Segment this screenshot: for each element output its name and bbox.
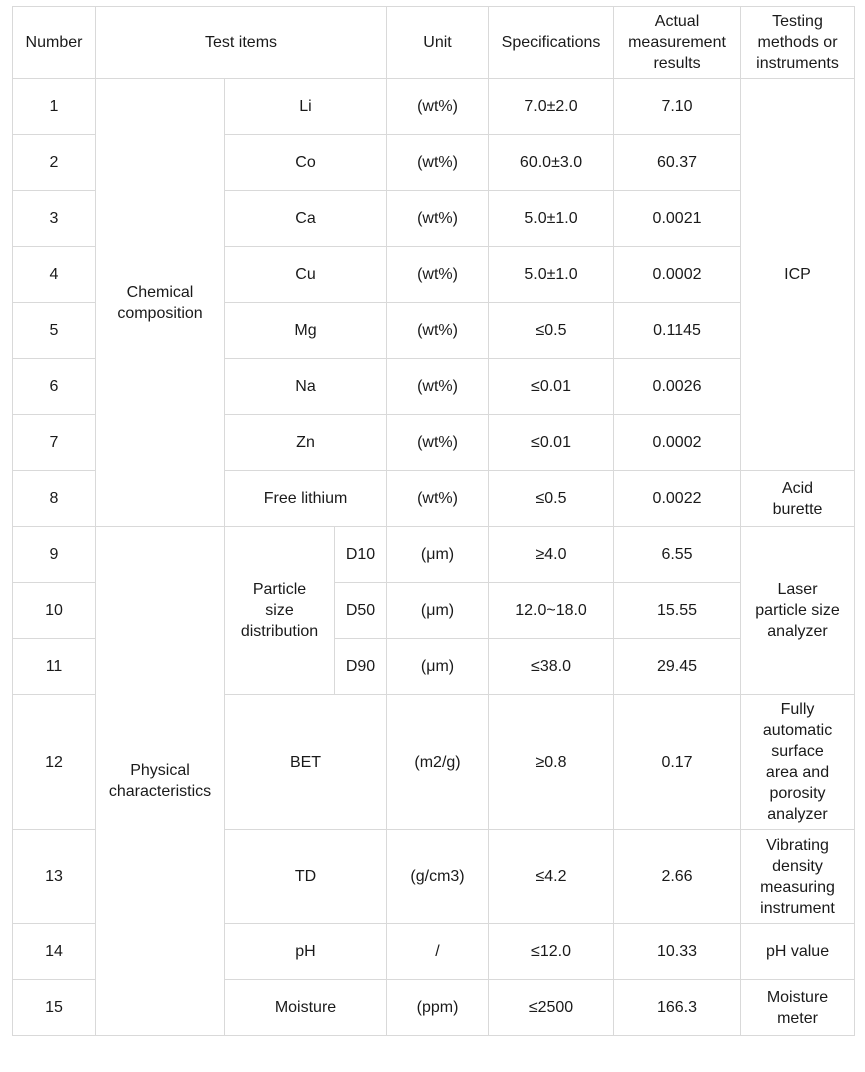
- row-number: 14: [13, 924, 96, 980]
- spec-cell: 7.0±2.0: [489, 79, 614, 135]
- header-specifications: Specifications: [489, 7, 614, 79]
- method-bet-analyzer: Fully automatic surface area and porosity analyzer: [741, 695, 855, 830]
- spec-table-container: [12, 6, 855, 1036]
- spec-cell: 5.0±1.0: [489, 247, 614, 303]
- unit-cell: (wt%): [387, 303, 489, 359]
- test-item: Zn: [225, 415, 387, 471]
- unit-cell: (ppm): [387, 980, 489, 1036]
- row-number: 11: [13, 639, 96, 695]
- unit-cell: (wt%): [387, 415, 489, 471]
- row-number: 12: [13, 695, 96, 830]
- row-number: 15: [13, 980, 96, 1036]
- test-item: D50: [335, 583, 387, 639]
- test-item: Ca: [225, 191, 387, 247]
- unit-cell: (m2/g): [387, 695, 489, 830]
- header-testing-methods: Testing methods or instruments: [741, 7, 855, 79]
- actual-cell: 0.0026: [614, 359, 741, 415]
- spec-cell: ≤2500: [489, 980, 614, 1036]
- group-particle-size-distribution: Particle size distribution: [225, 527, 335, 695]
- header-number: Number: [13, 7, 96, 79]
- test-item: Na: [225, 359, 387, 415]
- table-row: [13, 79, 855, 135]
- row-number: 10: [13, 583, 96, 639]
- unit-cell: (wt%): [387, 247, 489, 303]
- spec-cell: ≤4.2: [489, 830, 614, 924]
- row-number: 5: [13, 303, 96, 359]
- row-number: 2: [13, 135, 96, 191]
- header-unit: Unit: [387, 7, 489, 79]
- group-chemical-composition: Chemical composition: [96, 79, 225, 527]
- unit-cell: (μm): [387, 583, 489, 639]
- method-laser-analyzer: Laser particle size analyzer: [741, 527, 855, 695]
- header-actual-results: Actual measurement results: [614, 7, 741, 79]
- actual-cell: 6.55: [614, 527, 741, 583]
- test-item: Cu: [225, 247, 387, 303]
- unit-cell: (wt%): [387, 471, 489, 527]
- spec-cell: ≤0.01: [489, 415, 614, 471]
- method-acid-burette: Acid burette: [741, 471, 855, 527]
- actual-cell: 60.37: [614, 135, 741, 191]
- actual-cell: 0.0021: [614, 191, 741, 247]
- test-item: Li: [225, 79, 387, 135]
- method-vibrating-density: Vibrating density measuring instrument: [741, 830, 855, 924]
- unit-cell: (μm): [387, 639, 489, 695]
- actual-cell: 29.45: [614, 639, 741, 695]
- test-results-table: [12, 6, 855, 1036]
- actual-cell: 0.17: [614, 695, 741, 830]
- row-number: 9: [13, 527, 96, 583]
- row-number: 6: [13, 359, 96, 415]
- method-moisture-meter: Moisture meter: [741, 980, 855, 1036]
- unit-cell: (g/cm3): [387, 830, 489, 924]
- row-number: 7: [13, 415, 96, 471]
- unit-cell: (wt%): [387, 359, 489, 415]
- unit-cell: /: [387, 924, 489, 980]
- test-item: Co: [225, 135, 387, 191]
- row-number: 13: [13, 830, 96, 924]
- actual-cell: 0.1145: [614, 303, 741, 359]
- actual-cell: 0.0002: [614, 247, 741, 303]
- actual-cell: 166.3: [614, 980, 741, 1036]
- actual-cell: 2.66: [614, 830, 741, 924]
- spec-cell: ≤0.5: [489, 471, 614, 527]
- method-icp: ICP: [741, 79, 855, 471]
- actual-cell: 7.10: [614, 79, 741, 135]
- spec-cell: 5.0±1.0: [489, 191, 614, 247]
- test-item: D10: [335, 527, 387, 583]
- row-number: 1: [13, 79, 96, 135]
- actual-cell: 10.33: [614, 924, 741, 980]
- test-item: Mg: [225, 303, 387, 359]
- actual-cell: 0.0002: [614, 415, 741, 471]
- row-number: 8: [13, 471, 96, 527]
- row-number: 3: [13, 191, 96, 247]
- spec-cell: ≥4.0: [489, 527, 614, 583]
- unit-cell: (μm): [387, 527, 489, 583]
- unit-cell: (wt%): [387, 135, 489, 191]
- actual-cell: 0.0022: [614, 471, 741, 527]
- table-row: [13, 527, 855, 583]
- test-item: BET: [225, 695, 387, 830]
- header-test-items: Test items: [96, 7, 387, 79]
- spec-cell: 60.0±3.0: [489, 135, 614, 191]
- spec-cell: ≥0.8: [489, 695, 614, 830]
- spec-cell: ≤0.5: [489, 303, 614, 359]
- method-ph-value: pH value: [741, 924, 855, 980]
- spec-cell: 12.0~18.0: [489, 583, 614, 639]
- actual-cell: 15.55: [614, 583, 741, 639]
- unit-cell: (wt%): [387, 79, 489, 135]
- test-item: pH: [225, 924, 387, 980]
- test-item: D90: [335, 639, 387, 695]
- test-item: Free lithium: [225, 471, 387, 527]
- group-physical-characteristics: Physical characteristics: [96, 527, 225, 1036]
- spec-cell: ≤38.0: [489, 639, 614, 695]
- header-row: [13, 7, 855, 79]
- test-item: TD: [225, 830, 387, 924]
- spec-cell: ≤12.0: [489, 924, 614, 980]
- test-item: Moisture: [225, 980, 387, 1036]
- unit-cell: (wt%): [387, 191, 489, 247]
- spec-cell: ≤0.01: [489, 359, 614, 415]
- row-number: 4: [13, 247, 96, 303]
